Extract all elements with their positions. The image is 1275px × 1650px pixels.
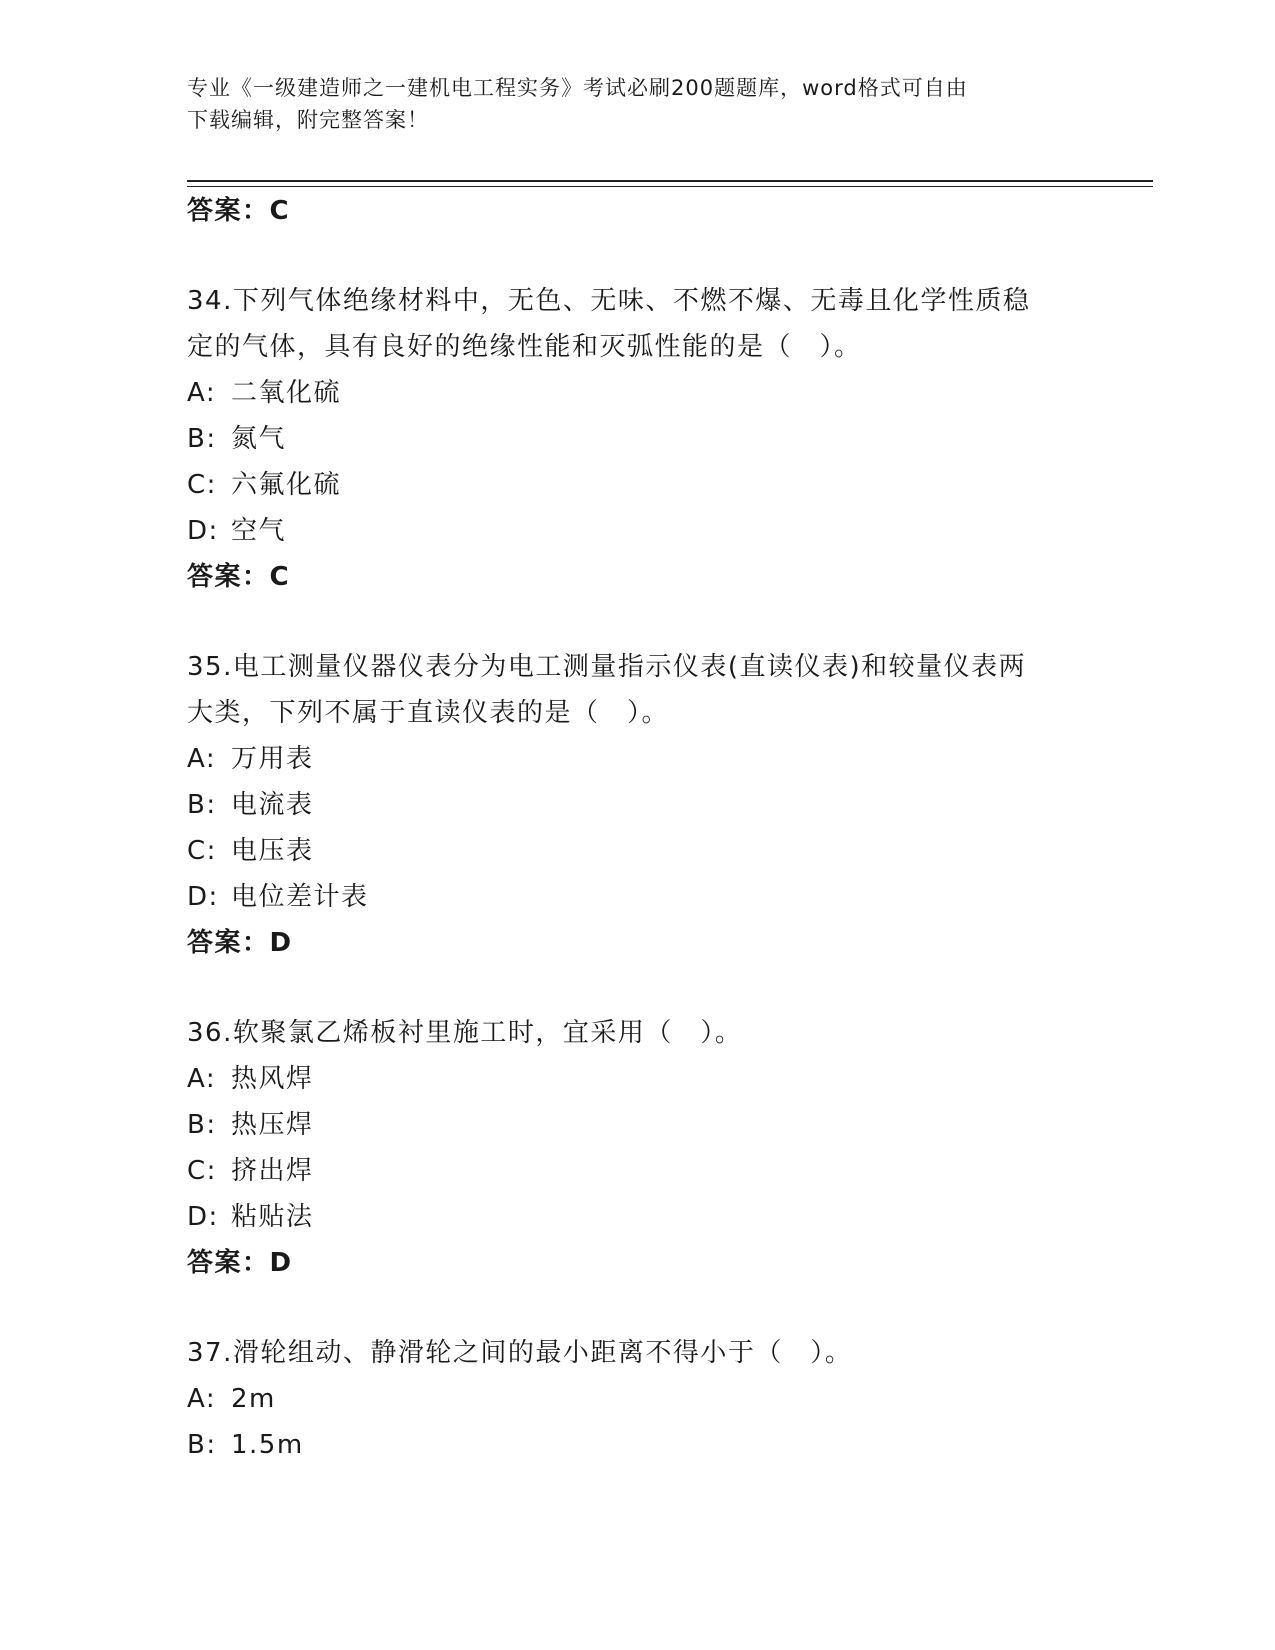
answer-line: 答案：D xyxy=(187,928,293,958)
option-text: 粘贴法 xyxy=(231,1202,314,1232)
question-text-line-1: 37.滑轮组动、静滑轮之间的最小距离不得小于（ ）。 xyxy=(187,1338,853,1368)
option-d xyxy=(187,1194,1087,1240)
header-rule-thin xyxy=(187,186,1153,187)
question-text xyxy=(187,1330,1087,1376)
header-line-2: 下载编辑，附完整答案！ xyxy=(187,108,429,132)
option-b xyxy=(187,1102,1087,1148)
question-37 xyxy=(187,1330,1087,1468)
option-label: C: xyxy=(187,1156,217,1186)
option-b xyxy=(187,782,1087,828)
question-text-line-1: 35.电工测量仪器仪表分为电工测量指示仪表(直读仪表)和较量仪表两 xyxy=(187,652,1027,682)
document-header xyxy=(187,72,1087,136)
option-label: A: xyxy=(187,378,217,408)
option-d xyxy=(187,508,1087,554)
option-b xyxy=(187,416,1087,462)
option-a xyxy=(187,370,1087,416)
option-text: 空气 xyxy=(231,516,287,546)
option-label: B: xyxy=(187,424,217,454)
option-a xyxy=(187,1376,1087,1422)
option-a xyxy=(187,736,1087,782)
option-label: A: xyxy=(187,744,217,774)
option-text: 热风焊 xyxy=(231,1064,314,1094)
option-label: C: xyxy=(187,470,217,500)
option-label: A: xyxy=(187,1064,217,1094)
option-a xyxy=(187,1056,1087,1102)
option-label: C: xyxy=(187,836,217,866)
option-label: D: xyxy=(187,516,219,546)
question-text-line-2: 大类，下列不属于直读仪表的是（ ）。 xyxy=(187,698,670,728)
option-label: D: xyxy=(187,882,219,912)
question-text-line-1: 36.软聚氯乙烯板衬里施工时，宜采用（ ）。 xyxy=(187,1018,743,1048)
answer-line: 答案：D xyxy=(187,1248,293,1278)
question-text xyxy=(187,1010,1087,1056)
option-text: 电位差计表 xyxy=(231,882,369,912)
question-34 xyxy=(187,278,1087,600)
option-text: 电压表 xyxy=(231,836,314,866)
option-text: 2m xyxy=(231,1384,276,1414)
option-text: 电流表 xyxy=(231,790,314,820)
option-label: B: xyxy=(187,1110,217,1140)
option-label: A: xyxy=(187,1384,217,1414)
header-line-1: 专业《一级建造师之一建机电工程实务》考试必刷200题题库，word格式可自由 xyxy=(187,76,968,100)
option-text: 万用表 xyxy=(231,744,314,774)
option-d xyxy=(187,874,1087,920)
option-c xyxy=(187,462,1087,508)
option-text: 热压焊 xyxy=(231,1110,314,1140)
question-text xyxy=(187,644,1087,736)
option-c xyxy=(187,1148,1087,1194)
option-c xyxy=(187,828,1087,874)
question-list xyxy=(187,188,1087,1468)
option-label: B: xyxy=(187,790,217,820)
option-text: 二氧化硫 xyxy=(231,378,342,408)
question-text-line-1: 34.下列气体绝缘材料中，无色、无味、不燃不爆、无毒且化学性质稳 xyxy=(187,286,1031,316)
header-rule xyxy=(187,180,1153,182)
option-text: 挤出焊 xyxy=(231,1156,314,1186)
question-36 xyxy=(187,1010,1087,1286)
option-text: 氮气 xyxy=(231,424,287,454)
option-label: D: xyxy=(187,1202,219,1232)
option-text: 1.5m xyxy=(231,1430,304,1460)
option-b xyxy=(187,1422,1087,1468)
answer-line: 答案：C xyxy=(187,196,291,226)
question-text xyxy=(187,278,1087,370)
option-text: 六氟化硫 xyxy=(231,470,342,500)
question-text-line-2: 定的气体，具有良好的绝缘性能和灭弧性能的是（ ）。 xyxy=(187,332,862,362)
question-35 xyxy=(187,644,1087,966)
option-label: B: xyxy=(187,1430,217,1460)
answer-line: 答案：C xyxy=(187,562,291,592)
